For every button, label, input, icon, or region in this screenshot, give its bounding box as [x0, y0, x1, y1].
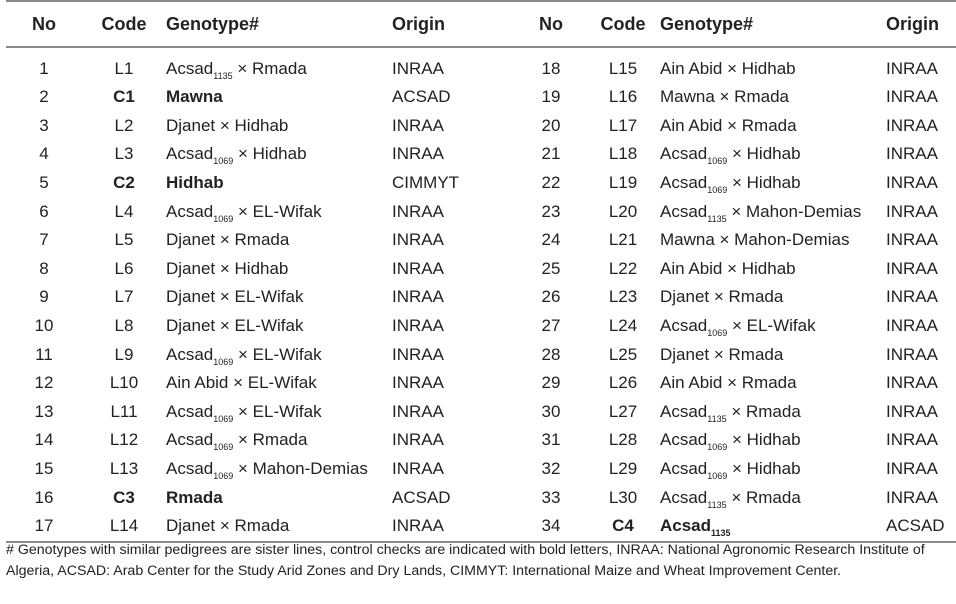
genotype-text: Acsad: [660, 316, 708, 336]
genotype-subscript: 1069: [213, 471, 234, 482]
cell-code: L22: [608, 258, 638, 278]
cell-origin: CIMMYT: [392, 173, 460, 193]
cell-genotype: [660, 312, 886, 341]
cell-no: 18: [541, 58, 561, 78]
table-row: [6, 83, 956, 112]
cell-code: L28: [608, 430, 638, 450]
table-row: [6, 398, 956, 427]
genotype-subscript: 1069: [213, 413, 234, 424]
genotype-text: Mawna × Mahon-Demias: [660, 230, 850, 250]
header-origin: Origin: [886, 1, 956, 47]
genotype-subscript: 1069: [213, 213, 234, 224]
cell-code: C2: [113, 173, 135, 193]
cell-code: L19: [608, 173, 638, 193]
genotype-text: Djanet × Rmada: [166, 230, 290, 250]
genotype-text: × EL-Wifak: [727, 316, 816, 336]
cell-origin: INRAA: [886, 430, 938, 450]
cell-genotype: [660, 112, 886, 141]
genotype-text: Mawna × Rmada: [660, 87, 789, 107]
header-genotype: Genotype#: [660, 1, 886, 47]
cell-no: 33: [541, 487, 561, 507]
genotype-text: × Mahon-Demias: [726, 201, 862, 221]
cell-genotype: [660, 197, 886, 226]
cell-code: L1: [114, 58, 134, 78]
genotype-text: Acsad: [660, 430, 708, 450]
cell-genotype: [660, 283, 886, 312]
header-no: No: [516, 1, 586, 47]
cell-no: 6: [39, 201, 49, 221]
genotype-text: × Rmada: [726, 401, 801, 421]
cell-no: 14: [34, 430, 54, 450]
cell-genotype: [660, 255, 886, 284]
table-footnote: # Genotypes with similar pedigrees are sister lines, control checks are indicated with bold letters, INRAA: National Agronomic Research Institute of Algeria, ACSAD: Arab Center for the Study Arid Zones and Dry Lands, CIMMYT: International Maize and Wheat Improvement Center.: [6, 542, 925, 579]
genotype-text: Ain Abid × Rmada: [660, 115, 797, 135]
cell-genotype: [166, 283, 392, 312]
genotype-text: Acsad: [660, 173, 708, 193]
genotype-text: Rmada: [166, 487, 223, 507]
cell-no: 30: [541, 401, 561, 421]
cell-code: L8: [114, 316, 134, 336]
cell-no: 13: [34, 401, 54, 421]
cell-no: 1: [39, 58, 49, 78]
cell-genotype: [166, 83, 392, 112]
cell-no: 25: [541, 258, 561, 278]
cell-code: L30: [608, 487, 638, 507]
genotype-text: Acsad: [660, 144, 708, 164]
cell-code: C3: [113, 487, 135, 507]
cell-code: L15: [608, 58, 638, 78]
cell-code: L20: [608, 201, 638, 221]
cell-origin: INRAA: [392, 201, 444, 221]
table-row: [6, 226, 956, 255]
cell-genotype: [660, 426, 886, 455]
cell-origin: INRAA: [886, 258, 938, 278]
cell-no: 22: [541, 173, 561, 193]
cell-genotype: [166, 312, 392, 341]
cell-no: 17: [6, 512, 82, 542]
cell-genotype: [660, 169, 886, 198]
cell-origin: ACSAD: [392, 487, 451, 507]
cell-origin: INRAA: [886, 487, 938, 507]
genotype-subscript: 1069: [213, 356, 234, 367]
genotype-text: Acsad: [660, 201, 708, 221]
genotype-text: × Rmada: [726, 487, 801, 507]
genotype-subscript: 1135: [707, 413, 727, 424]
cell-origin: INRAA: [392, 344, 444, 364]
cell-origin: INRAA: [392, 316, 444, 336]
table-body: [6, 47, 956, 542]
cell-no: 31: [541, 430, 561, 450]
genotype-text: Djanet × Hidhab: [166, 258, 289, 278]
genotype-text: × Mahon-Demias: [233, 459, 368, 479]
cell-genotype: [166, 483, 392, 512]
genotype-subscript: 1135: [707, 499, 727, 510]
table-row: [6, 455, 956, 484]
genotype-subscript: 1069: [707, 471, 728, 482]
cell-no: 34: [516, 512, 586, 542]
header-code: Code: [586, 1, 660, 47]
cell-no: 2: [39, 87, 49, 107]
genotype-text: Djanet × Rmada: [660, 287, 784, 307]
cell-genotype: [166, 169, 392, 198]
cell-genotype: [166, 455, 392, 484]
cell-genotype: [660, 369, 886, 398]
cell-origin: ACSAD: [886, 512, 956, 542]
genotype-table-container: [6, 0, 945, 543]
cell-code: L11: [110, 401, 138, 421]
cell-genotype: [166, 140, 392, 169]
genotype-text: Acsad: [166, 430, 214, 450]
cell-no: 21: [541, 144, 561, 164]
cell-origin: INRAA: [392, 115, 444, 135]
cell-genotype: [166, 426, 392, 455]
table-row: [6, 483, 956, 512]
cell-origin: INRAA: [392, 58, 444, 78]
header-code: Code: [82, 1, 166, 47]
cell-origin: ACSAD: [392, 87, 451, 107]
genotype-text: × Hidhab: [727, 173, 801, 193]
genotype-text: Djanet × Rmada: [660, 344, 784, 364]
cell-no: 32: [541, 459, 561, 479]
cell-origin: INRAA: [392, 459, 444, 479]
cell-genotype: [166, 512, 392, 542]
genotype-text: Ain Abid × Rmada: [660, 373, 797, 393]
cell-genotype: [166, 47, 392, 83]
cell-no: 27: [541, 316, 561, 336]
cell-origin: INRAA: [392, 144, 444, 164]
cell-genotype: [660, 340, 886, 369]
cell-origin: INRAA: [392, 373, 444, 393]
cell-origin: INRAA: [886, 344, 938, 364]
cell-origin: INRAA: [886, 459, 938, 479]
cell-origin: INRAA: [886, 401, 938, 421]
genotype-subscript: 1069: [213, 442, 234, 453]
cell-genotype: [660, 398, 886, 427]
cell-genotype: [166, 340, 392, 369]
genotype-text: Acsad: [166, 201, 214, 221]
genotype-text: Acsad: [660, 487, 708, 507]
genotype-text: × Rmada: [233, 430, 308, 450]
cell-no: 7: [39, 230, 49, 250]
cell-origin: INRAA: [886, 316, 938, 336]
cell-no: 9: [39, 287, 49, 307]
cell-origin: INRAA: [392, 512, 516, 542]
cell-no: 12: [34, 373, 54, 393]
cell-code: L12: [109, 430, 139, 450]
cell-code: L14: [82, 512, 166, 542]
cell-genotype: [166, 112, 392, 141]
table-row: [6, 426, 956, 455]
cell-no: 3: [39, 115, 49, 135]
genotype-subscript: 1069: [707, 185, 728, 196]
table-row: [6, 47, 956, 83]
cell-code: L13: [109, 459, 139, 479]
cell-code: L23: [608, 287, 638, 307]
cell-no: 26: [541, 287, 561, 307]
cell-genotype: [660, 483, 886, 512]
table-row: [6, 283, 956, 312]
cell-origin: INRAA: [392, 430, 444, 450]
cell-no: 4: [39, 144, 49, 164]
cell-no: 8: [39, 258, 49, 278]
cell-origin: INRAA: [392, 287, 444, 307]
genotype-text: Acsad: [166, 344, 214, 364]
table-row: [6, 112, 956, 141]
genotype-text: Mawna: [166, 87, 223, 107]
cell-no: 29: [541, 373, 561, 393]
table-row: [6, 512, 956, 542]
genotype-subscript: 1069: [707, 156, 728, 167]
cell-origin: INRAA: [886, 201, 938, 221]
cell-origin: INRAA: [392, 401, 444, 421]
genotype-text: × Rmada: [232, 58, 307, 78]
cell-no: 24: [541, 230, 561, 250]
genotype-text: Acsad: [166, 58, 214, 78]
genotype-text: Hidhab: [166, 173, 224, 193]
cell-origin: INRAA: [392, 230, 444, 250]
cell-origin: INRAA: [886, 58, 938, 78]
genotype-text: × Hidhab: [727, 144, 801, 164]
cell-genotype: [660, 47, 886, 83]
genotype-subscript: 1135: [707, 213, 727, 224]
cell-code: L3: [114, 144, 134, 164]
cell-origin: INRAA: [886, 173, 938, 193]
table-row: [6, 312, 956, 341]
genotype-text: Djanet × EL-Wifak: [166, 316, 304, 336]
cell-no: 11: [35, 344, 53, 364]
cell-genotype: [166, 255, 392, 284]
cell-code: L7: [114, 287, 134, 307]
cell-code: L27: [608, 401, 638, 421]
genotype-subscript: 1069: [213, 156, 234, 167]
genotype-text: × Hidhab: [233, 144, 307, 164]
cell-no: 23: [541, 201, 561, 221]
genotype-text: Ain Abid × Hidhab: [660, 58, 796, 78]
table-row: [6, 140, 956, 169]
genotype-text: Djanet × Hidhab: [166, 115, 289, 135]
table-row: [6, 197, 956, 226]
genotype-text: Acsad: [660, 516, 712, 536]
cell-code: C1: [113, 87, 135, 107]
genotype-text: × EL-Wifak: [233, 201, 322, 221]
cell-code: L18: [608, 144, 638, 164]
cell-code: L21: [608, 230, 638, 250]
genotype-subscript: 1135: [213, 70, 233, 81]
cell-code: L9: [114, 344, 134, 364]
cell-no: 16: [34, 487, 54, 507]
cell-code: L29: [608, 459, 638, 479]
genotype-subscript: 1069: [707, 328, 728, 339]
cell-genotype: [660, 455, 886, 484]
genotype-text: Djanet × Rmada: [166, 516, 290, 536]
genotype-subscript: 1069: [707, 442, 728, 453]
header-row: [6, 1, 956, 47]
cell-code: L24: [608, 316, 638, 336]
cell-no: 10: [34, 316, 54, 336]
cell-no: 15: [34, 459, 54, 479]
table-row: [6, 169, 956, 198]
table-row: [6, 340, 956, 369]
cell-no: 5: [39, 173, 49, 193]
cell-code: L25: [608, 344, 638, 364]
genotype-text: Djanet × EL-Wifak: [166, 287, 304, 307]
cell-genotype: [166, 197, 392, 226]
cell-code: C4: [586, 512, 660, 542]
genotype-table: [6, 0, 956, 543]
cell-origin: INRAA: [886, 87, 938, 107]
header-no: No: [6, 1, 82, 47]
genotype-text: × Hidhab: [727, 430, 801, 450]
cell-code: L6: [114, 258, 134, 278]
cell-code: L5: [114, 230, 134, 250]
header-origin: Origin: [392, 1, 516, 47]
cell-no: 20: [541, 115, 561, 135]
cell-genotype: [660, 226, 886, 255]
cell-code: L17: [608, 115, 638, 135]
genotype-subscript: 1135: [711, 528, 731, 539]
cell-no: 28: [541, 344, 561, 364]
cell-genotype: [660, 512, 886, 542]
cell-origin: INRAA: [886, 373, 938, 393]
cell-code: L4: [114, 201, 134, 221]
cell-code: L10: [109, 373, 139, 393]
genotype-text: Ain Abid × EL-Wifak: [166, 373, 317, 393]
cell-origin: INRAA: [886, 144, 938, 164]
cell-genotype: [166, 369, 392, 398]
cell-code: L16: [608, 87, 638, 107]
cell-origin: INRAA: [886, 230, 938, 250]
cell-genotype: [660, 83, 886, 112]
genotype-text: Acsad: [660, 459, 708, 479]
genotype-text: Acsad: [166, 401, 214, 421]
cell-origin: INRAA: [886, 115, 938, 135]
cell-code: L2: [114, 115, 134, 135]
cell-genotype: [166, 398, 392, 427]
cell-genotype: [660, 140, 886, 169]
cell-origin: INRAA: [392, 258, 444, 278]
genotype-text: × EL-Wifak: [233, 401, 322, 421]
genotype-text: × Hidhab: [727, 459, 801, 479]
cell-code: L26: [608, 373, 638, 393]
cell-no: 19: [541, 87, 561, 107]
genotype-text: Acsad: [166, 144, 214, 164]
cell-origin: INRAA: [886, 287, 938, 307]
table-row: [6, 255, 956, 284]
header-genotype: Genotype#: [166, 1, 392, 47]
genotype-text: × EL-Wifak: [233, 344, 322, 364]
table-row: [6, 369, 956, 398]
genotype-text: Acsad: [660, 401, 708, 421]
cell-genotype: [166, 226, 392, 255]
genotype-text: Acsad: [166, 459, 214, 479]
genotype-text: Ain Abid × Hidhab: [660, 258, 796, 278]
